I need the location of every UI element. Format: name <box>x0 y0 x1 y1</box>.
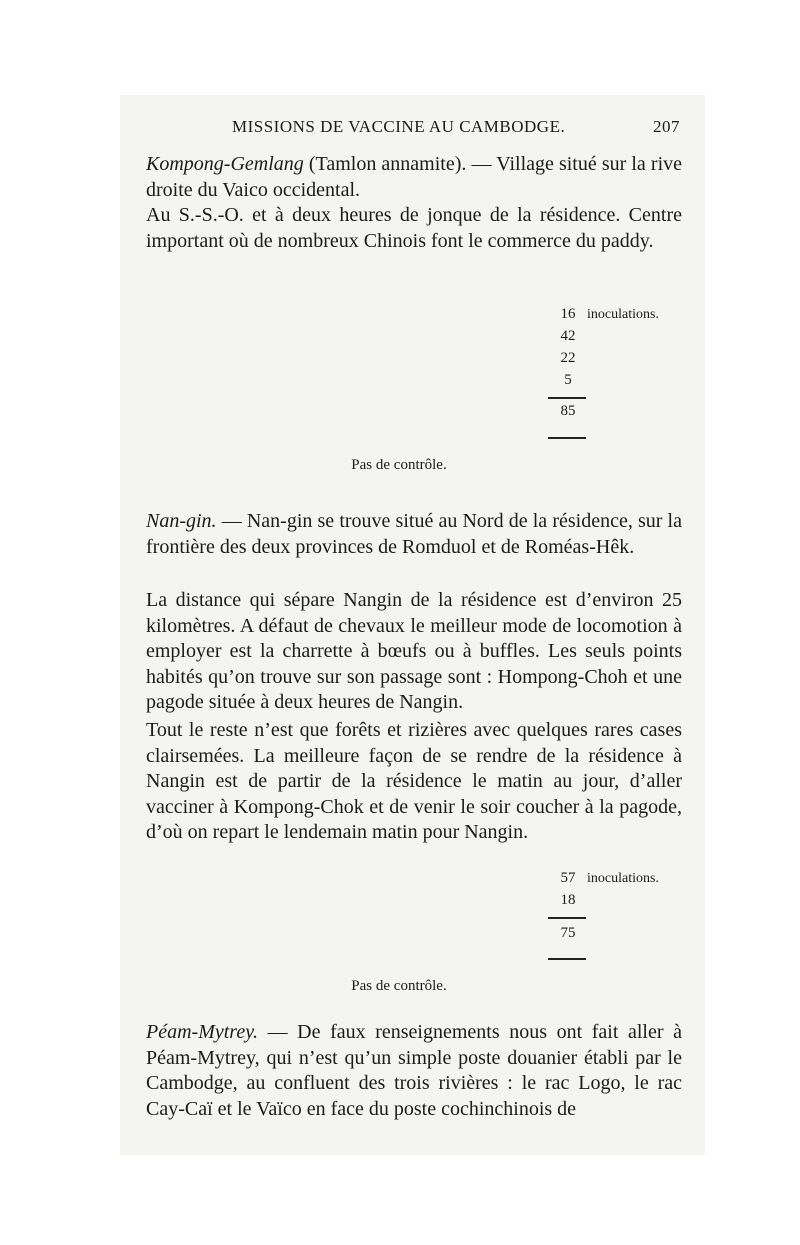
table-row <box>216 351 682 373</box>
section2-paragraph-3: Tout le reste n’est que forêts et rizières avec quelques rares cases clairsemées. La meilleure façon de se rendre de la résidence à Nangin est de partir de la résidence le matin au jour, d’aller vacciner à Kompong-Chok et de venir le soir coucher à la pagode, d’où on repart le lendemain matin pour Nangin. <box>146 719 682 844</box>
section2-text: — Nan-gin se trouve situé au Nord de la résidence, sur la frontière des deux provinces de Romduol et de Roméas-Hêk. <box>146 510 682 558</box>
table-row <box>216 307 682 329</box>
total-value: 75 <box>549 925 587 942</box>
table2-total <box>216 926 682 948</box>
section1-text: (Tamlon annamite). — Village situé sur la rive droite du Vaico occidental. <box>146 153 682 201</box>
vaccination-table-2 <box>216 871 682 915</box>
closing-rule <box>548 958 586 960</box>
row-value: 22 <box>549 350 587 367</box>
section3-text: — De faux renseignements nous ont fait aller à Péam-Mytrey, qui n’est qu’un simple poste douanier établi par le Cambodge, au confluent des trois rivières : le rac Logo, le rac Cay-Caï et le Vaïco en face du poste cochinchinois de <box>146 1021 682 1120</box>
vaccination-table-1 <box>216 307 682 395</box>
section1-paragraph-2: Au S.-S.-O. et à deux heures de jonque de la résidence. Centre important où de nombreux Chinois font le commerce du paddy. <box>146 204 682 252</box>
section2-paragraph <box>146 509 682 560</box>
table-row <box>216 893 682 915</box>
sum-rule <box>548 917 586 919</box>
row-value: 57 <box>549 870 587 887</box>
closing-rule <box>548 437 586 439</box>
page-number: 207 <box>653 117 680 136</box>
row-value: 5 <box>549 372 587 389</box>
section1-place: Kompong-Gemlang <box>146 153 304 175</box>
row-unit: inoculations. <box>587 871 659 886</box>
row-value: 42 <box>549 328 587 345</box>
row-unit: inoculations. <box>587 307 659 322</box>
row-value: 16 <box>549 306 587 323</box>
sum-rule <box>548 397 586 399</box>
section3-paragraph <box>146 1020 682 1122</box>
table-row <box>216 871 682 893</box>
section2-place: Nan-gin. <box>146 510 217 532</box>
total-value: 85 <box>549 403 587 420</box>
table-row <box>216 329 682 351</box>
total-row <box>216 404 682 426</box>
section2-paragraph-2: La distance qui sépare Nangin de la résidence est d’environ 25 kilomètres. A défaut de chevaux le meilleur mode de locomotion à employer est la charrette à bœufs ou à buffles. Les seuls points habités qu’on trouve sur son passage sont : Hompong-Choh et une pagode située à deux heures de Nangin. <box>146 589 682 714</box>
page-header <box>146 117 682 143</box>
section1-paragraph <box>146 152 682 203</box>
running-title: MISSIONS DE VACCINE AU CAMBODGE. <box>232 117 566 136</box>
row-value: 18 <box>549 892 587 909</box>
table1-note: Pas de contrôle. <box>351 457 447 473</box>
table1-total <box>216 404 682 426</box>
table-row <box>216 373 682 395</box>
table2-note: Pas de contrôle. <box>351 978 447 994</box>
total-row <box>216 926 682 948</box>
section3-place: Péam-Mytrey. <box>146 1021 258 1043</box>
